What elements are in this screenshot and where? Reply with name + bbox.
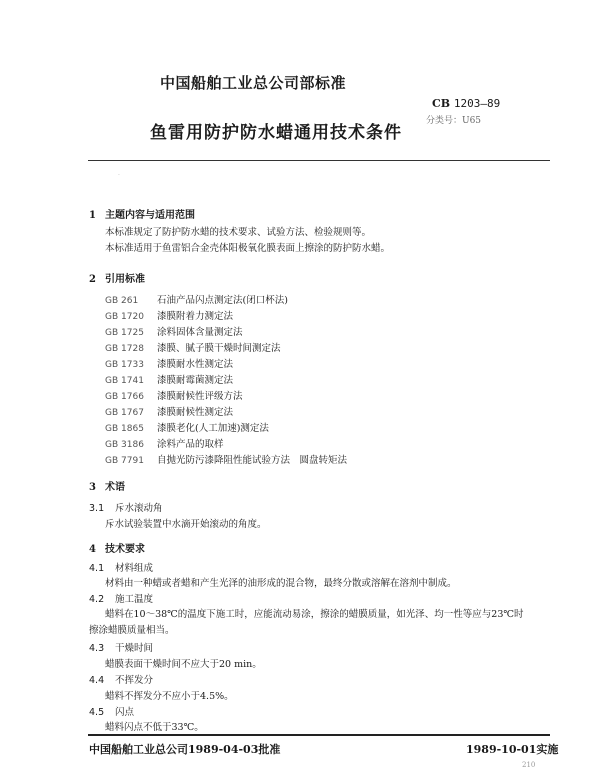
section-1-title: 主题内容与适用范围 (105, 210, 195, 221)
clause-4-3-heading (89, 640, 153, 654)
section-2-title: 引用标准 (105, 274, 145, 285)
clause-title: 施工温度 (115, 594, 154, 605)
clause-4-5-heading (89, 704, 134, 718)
clause-3-1-body: 斥水试验装置中水滴开始滚动的角度。 (105, 519, 267, 530)
standard-code: 1203—89 (453, 97, 501, 110)
clause-3-1-heading (89, 500, 163, 514)
section-3-title: 术语 (105, 482, 125, 493)
reference-name: 漆膜耐水性测定法 (157, 359, 234, 370)
section-1-paragraph-1: 本标准规定了防护防水蜡的技术要求、试验方法、检验规则等。 (105, 227, 372, 238)
effective-date: 1989-10-01实施 (466, 743, 559, 756)
clause-4-4-body: 蜡料不挥发分不应小于4.5%。 (105, 691, 234, 702)
section-4-title: 技术要求 (105, 544, 145, 555)
clause-title: 不挥发分 (115, 675, 154, 686)
reference-name: 涂料固体含量测定法 (157, 327, 243, 338)
reference-name: 漆膜耐候性测定法 (157, 407, 234, 418)
reference-code: GB 1720 (105, 312, 144, 322)
clause-4-2-body-line-1: 蜡料在10～38℃的温度下施工时，应能流动易涂，擦涂的蜡膜质量，如光泽、均一性等应与23℃时 (105, 609, 524, 620)
clause-4-3-body: 蜡膜表面干燥时间不应大于20 min。 (105, 659, 262, 670)
reference-code: GB 1741 (105, 376, 144, 386)
clause-number: 3.1 (89, 503, 105, 514)
reference-name: 漆膜耐霉菌测定法 (157, 375, 234, 386)
clause-number: 4.5 (89, 707, 105, 718)
section-4-number: 4 (89, 544, 96, 555)
clause-title: 闪点 (115, 707, 135, 718)
reference-standard (105, 356, 233, 370)
section-3-heading (89, 478, 125, 493)
reference-name: 漆膜、腻子膜干燥时间测定法 (157, 343, 281, 354)
reference-standard (105, 420, 269, 434)
clause-4-1-heading (89, 560, 153, 574)
clause-4-5-body: 蜡料闪点不低于33℃。 (105, 722, 204, 733)
scan-speck: · (118, 172, 120, 179)
reference-name: 漆膜老化(人工加速)测定法 (157, 423, 269, 434)
reference-standard (105, 436, 224, 450)
reference-name: 漆膜耐候性评级方法 (157, 391, 243, 402)
reference-code: GB 1733 (105, 360, 144, 370)
section-1-number: 1 (89, 210, 96, 221)
section-2-heading (89, 270, 145, 285)
reference-name: 自抛光防污漆降阻性能试验方法 圆盘转矩法 (157, 455, 348, 466)
page-number: 210 (522, 761, 536, 769)
classification-number: 分类号：U65 (426, 116, 482, 126)
section-4-heading (89, 540, 145, 555)
reference-code: GB 7791 (105, 456, 144, 466)
reference-code: GB 1767 (105, 408, 144, 418)
clause-4-2-body-line-2: 擦涂蜡膜质量相当。 (89, 625, 175, 636)
issuing-organization: 中国船舶工业总公司部标准 (160, 74, 347, 92)
header-divider (88, 160, 550, 161)
clause-title: 材料组成 (115, 563, 154, 574)
approval-date: 中国船舶工业总公司1989-04-03批准 (89, 743, 281, 756)
footer-divider (88, 734, 550, 736)
section-1-heading (89, 206, 195, 221)
reference-code: GB 1865 (105, 424, 144, 434)
clause-title: 斥水滚动角 (115, 503, 163, 514)
document-title: 鱼雷用防护防水蜡通用技术条件 (150, 123, 402, 143)
reference-standard (105, 324, 243, 338)
clause-number: 4.2 (89, 594, 105, 605)
clause-4-4-heading (89, 672, 153, 686)
reference-standard (105, 292, 288, 306)
clause-number: 4.1 (89, 563, 105, 574)
reference-name: 漆膜附着力测定法 (157, 311, 234, 322)
section-3-number: 3 (89, 482, 96, 493)
reference-standard (105, 308, 233, 322)
clause-4-1-body: 材料由一种蜡或者蜡和产生光泽的油形成的混合物，最终分散或溶解在溶剂中制成。 (105, 578, 457, 589)
clause-number: 4.3 (89, 643, 105, 654)
reference-standard (105, 452, 347, 466)
standard-number (432, 97, 500, 110)
reference-standard (105, 372, 233, 386)
clause-number: 4.4 (89, 675, 105, 686)
reference-code: GB 3186 (105, 440, 144, 450)
reference-code: GB 261 (105, 296, 139, 306)
reference-code: GB 1766 (105, 392, 144, 402)
clause-4-2-heading (89, 591, 153, 605)
standard-prefix: CB (432, 97, 451, 110)
reference-standard (105, 404, 233, 418)
reference-standard (105, 388, 243, 402)
section-1-paragraph-2: 本标准适用于鱼雷铝合金壳体阳极氧化膜表面上擦涂的防护防水蜡。 (105, 243, 391, 254)
reference-code: GB 1725 (105, 328, 144, 338)
reference-name: 石油产品闪点测定法(闭口杯法) (157, 295, 288, 306)
clause-title: 干燥时间 (115, 643, 154, 654)
reference-standard (105, 340, 281, 354)
reference-code: GB 1728 (105, 344, 144, 354)
reference-name: 涂料产品的取样 (157, 439, 224, 450)
section-2-number: 2 (89, 274, 96, 285)
